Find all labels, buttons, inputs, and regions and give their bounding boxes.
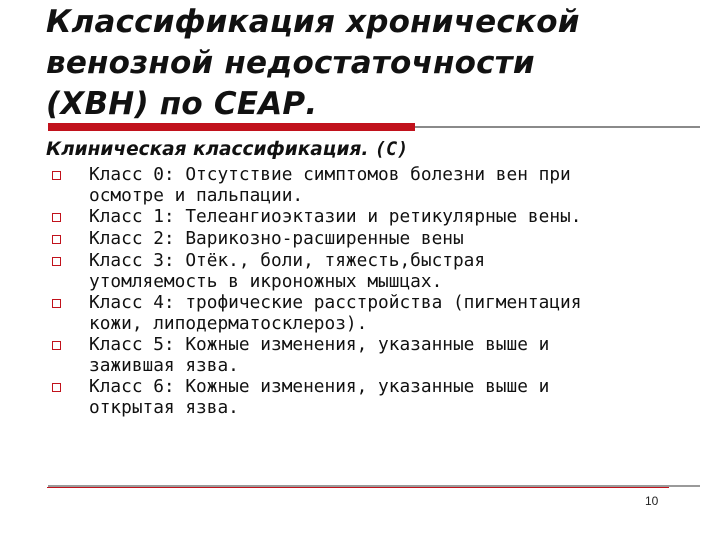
- footer-divider-red: [47, 487, 669, 488]
- list-item-text: Класс 4: трофические расстройства (пигментация: [89, 292, 582, 313]
- title-line: (ХВН) по СЕАР.: [46, 86, 318, 122]
- list-item: [46, 228, 686, 250]
- slide-title: [46, 2, 686, 125]
- title-divider-red: [48, 123, 415, 131]
- list-item: [46, 292, 686, 334]
- list-item-text: Класс 1: Телеангиоэктазии и ретикулярные вены.: [89, 206, 582, 227]
- list-item-continuation: зажившая язва.: [89, 355, 239, 376]
- square-bullet-icon: [52, 235, 61, 244]
- square-bullet-icon: [52, 383, 61, 392]
- subtitle-code: (С): [374, 139, 409, 160]
- list-item-text: Класс 3: Отёк., боли, тяжесть,быстрая: [89, 250, 486, 271]
- list-item: [46, 206, 686, 228]
- square-bullet-icon: [52, 213, 61, 222]
- list-item-text: Класс 0: Отсутствие симптомов болезни вен при: [89, 164, 571, 185]
- list-item: [46, 250, 686, 292]
- title-line: Классификация хронической: [46, 4, 580, 40]
- page-number: 10: [645, 494, 659, 508]
- classification-list: [46, 164, 686, 418]
- square-bullet-icon: [52, 171, 61, 180]
- title-line: венозной недостаточности: [46, 45, 535, 81]
- list-item-text: Класс 5: Кожные изменения, указанные выше и: [89, 334, 550, 355]
- list-item-continuation: открытая язва.: [89, 397, 239, 418]
- subtitle-text: Клиническая классификация.: [46, 139, 369, 160]
- list-item: [46, 334, 686, 376]
- list-item-text: Класс 2: Варикозно-расширенные вены: [89, 228, 464, 249]
- list-item-continuation: кожи, липодерматосклероз).: [89, 313, 368, 334]
- list-item-continuation: утомляемость в икроножных мышцах.: [89, 271, 443, 292]
- list-item-continuation: осмотре и пальпации.: [89, 185, 304, 206]
- square-bullet-icon: [52, 257, 61, 266]
- square-bullet-icon: [52, 299, 61, 308]
- list-item-text: Класс 6: Кожные изменения, указанные выше и: [89, 376, 550, 397]
- square-bullet-icon: [52, 341, 61, 350]
- list-item: [46, 376, 686, 418]
- list-item: [46, 164, 686, 206]
- section-subtitle: [46, 139, 408, 161]
